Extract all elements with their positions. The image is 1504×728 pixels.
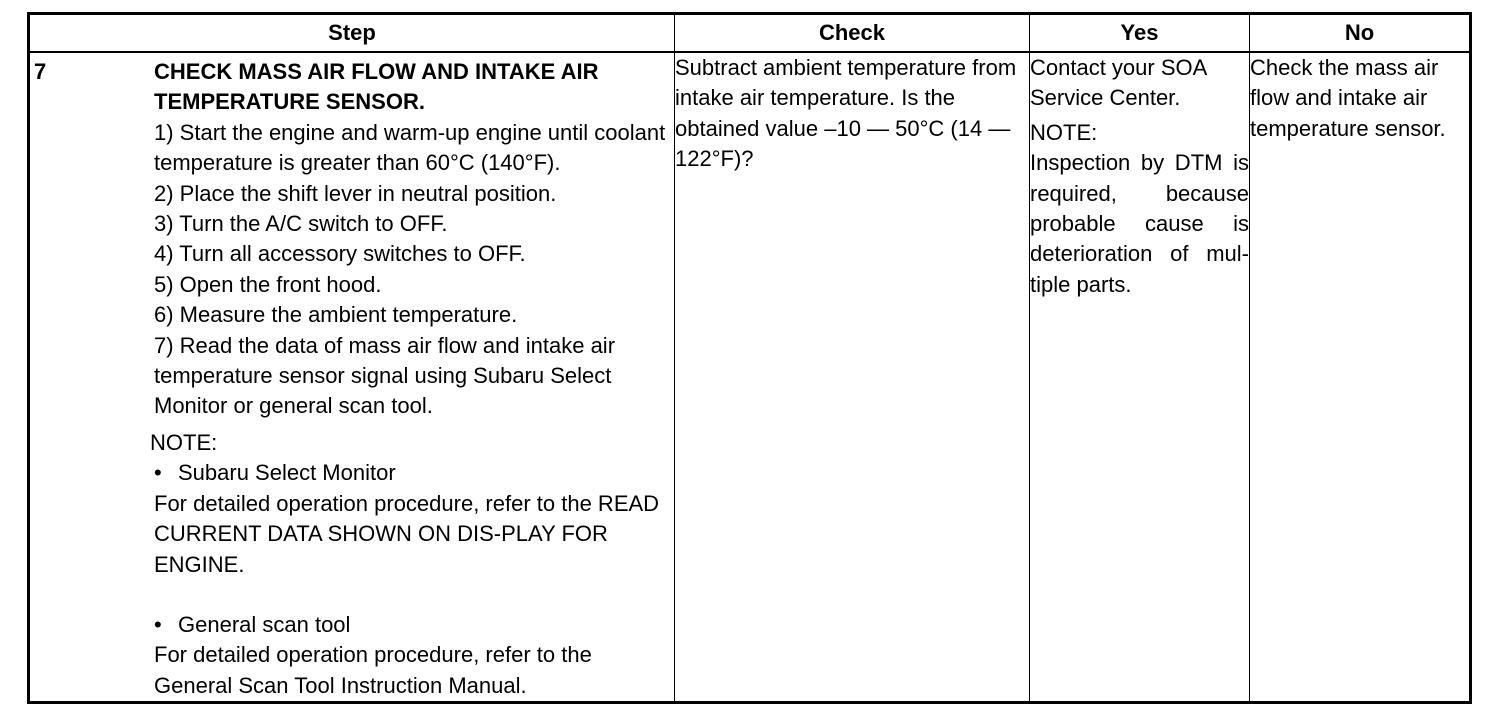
- header-no: No: [1250, 14, 1471, 53]
- bullet-icon: •: [154, 460, 162, 486]
- yes-note-label: NOTE:: [1030, 119, 1098, 145]
- step-number: 7: [34, 59, 47, 84]
- bullet-text: For detailed operation procedure, refer to the General Scan Tool Instruction Manual.: [154, 642, 592, 698]
- step-instruction: 2) Place the shift lever in neutral position.: [154, 180, 557, 206]
- bullet-item: [154, 610, 674, 640]
- step-title: CHECK MASS AIR FLOW AND INTAKE AIR TEMPERATURE SENSOR.: [154, 59, 599, 115]
- header-row: [29, 14, 1471, 53]
- diagnostic-table: [27, 12, 1472, 704]
- check-cell: [675, 52, 1030, 703]
- bullet-label: General scan tool: [178, 611, 351, 637]
- note-label: NOTE:: [150, 429, 218, 455]
- bullet-text: For detailed operation procedure, refer to the READ CURRENT DATA SHOWN ON DIS-PLAY FOR ENGINE.: [154, 490, 660, 577]
- bullet-label: Subaru Select Monitor: [178, 460, 396, 486]
- step-cell: [29, 52, 675, 703]
- check-text: Subtract ambient temperature from intake air temperature. Is the obtained value –10 — 50°C (14 — 122°F)?: [675, 55, 1017, 172]
- yes-text: Contact your SOA Service Center.: [1030, 55, 1207, 111]
- table-row: [29, 52, 1471, 703]
- step-instruction: 5) Open the front hood.: [154, 271, 382, 297]
- step-instruction: 3) Turn the A/C switch to OFF.: [154, 211, 448, 237]
- step-instruction: 1) Start the engine and warm-up engine until coolant temperature is greater than 60°C (140°F).: [154, 119, 666, 176]
- no-cell: [1250, 52, 1471, 703]
- step-instruction: 6) Measure the ambient temperature.: [154, 302, 518, 328]
- no-text: Check the mass air flow and intake air temperature sensor.: [1250, 55, 1446, 141]
- step-instruction: 7) Read the data of mass air flow and intake air temperature sensor signal using Subaru Select Monitor or general scan tool.: [154, 332, 616, 419]
- bullet-item: [154, 458, 674, 488]
- header-step: Step: [29, 14, 675, 53]
- step-instruction: 4) Turn all accessory switches to OFF.: [154, 241, 526, 267]
- header-check: Check: [675, 14, 1030, 53]
- bullet-icon: •: [154, 611, 162, 637]
- header-yes: Yes: [1030, 14, 1250, 53]
- yes-note-text: Inspection by DTM is required, because probable cause is deterioration of mul-tiple parts.: [1030, 150, 1249, 297]
- yes-cell: [1030, 52, 1250, 703]
